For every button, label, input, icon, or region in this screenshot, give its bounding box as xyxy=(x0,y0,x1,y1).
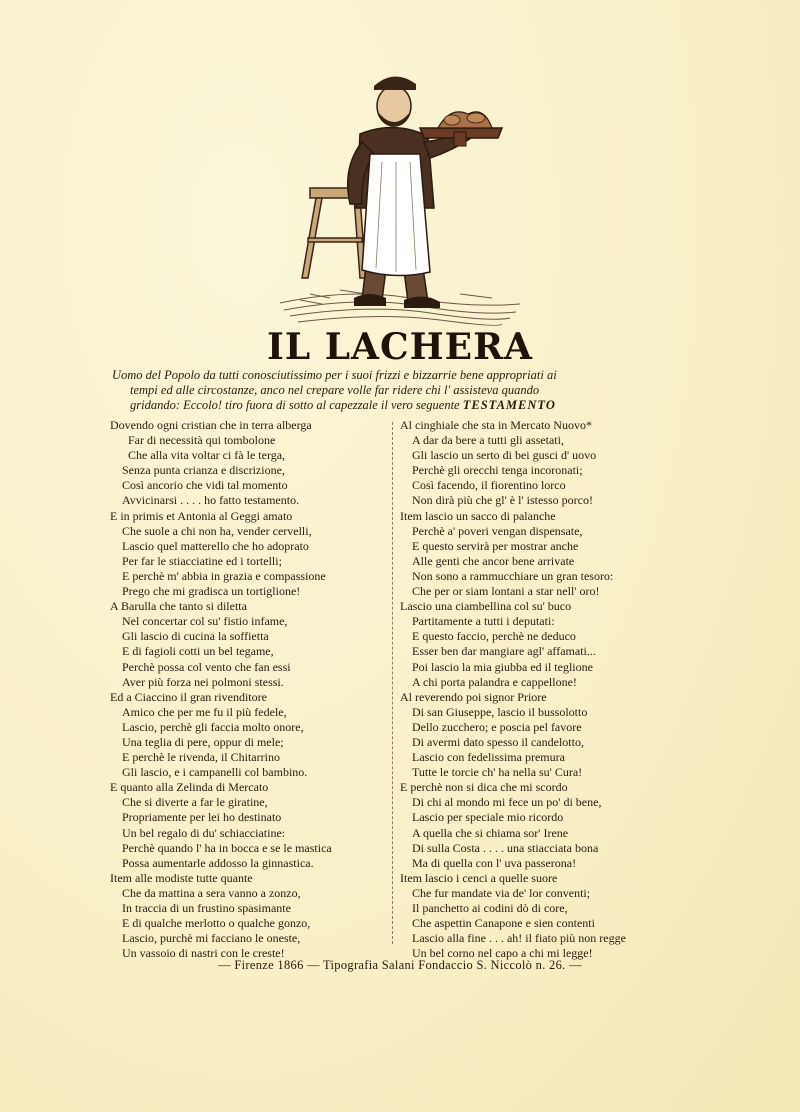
poem-line: Che per or siam lontani a star nell' oro! xyxy=(412,584,600,599)
poem-line: Prego che mi gradisca un tortiglione! xyxy=(122,584,301,599)
poem-line: Così facendo, il fiorentino lorco xyxy=(412,478,566,493)
poem-line: E quanto alla Zelinda di Mercato xyxy=(110,780,269,795)
poem-line: Lascio con fedelissima premura xyxy=(412,750,565,765)
poem-line: Amico che per me fu il più fedele, xyxy=(122,704,287,719)
poem-line: E di fagioli cotti un bel tegame, xyxy=(122,644,274,659)
poem-line: E questo faccio, perchè ne deduco xyxy=(412,629,576,644)
poem-line: Un vassoio di nastri con le creste! xyxy=(122,946,285,961)
poem-line: Gli lascio di cucina la soffietta xyxy=(122,629,269,644)
poem-line: Che si diverte a far le giratine, xyxy=(122,795,268,810)
intro-line xyxy=(112,398,682,413)
poem-left-column xyxy=(110,418,392,961)
poem-line: Poi lascio la mia giubba ed il teglione xyxy=(412,659,593,674)
poem-line: Lascio quel matterello che ho adoprato xyxy=(122,538,309,553)
poem-line: E perchè le rivenda, il Chitarrino xyxy=(122,750,280,765)
poem-line: A chi porta palandra e cappellone! xyxy=(412,674,577,689)
poem-line: A quella che si chiama sor' Irene xyxy=(412,825,569,840)
poem-line: Tutte le torcie ch' ha nella su' Cura! xyxy=(412,765,583,780)
poem-line: Lascio, perchè gli faccia molto onore, xyxy=(122,719,304,734)
poem-line: Ed a Ciaccino il gran rivenditore xyxy=(110,689,267,704)
intro-paragraph xyxy=(112,368,682,413)
poem-line: Così ancorio che vidi tal momento xyxy=(122,478,288,493)
poem-line: Non dirà più che gl' è l' istesso porco! xyxy=(412,493,593,508)
page-title: IL LACHERA xyxy=(267,326,533,368)
intro-line: tempi ed alle circostanze, anco nel crepare volle far ridere chi l' assisteva quando xyxy=(130,383,540,397)
poem-line: Gli lascio, e i campanelli col bambino. xyxy=(122,765,308,780)
poem-line: Partitamente a tutti i deputati: xyxy=(412,614,555,629)
poem-line: Perchè gli orecchi tenga incoronati; xyxy=(412,463,583,478)
poem-line: Esser ben dar mangiare agl' affamati... xyxy=(412,644,596,659)
poem-line: Avvicinarsi . . . . ho fatto testamento. xyxy=(122,493,300,508)
poem-line: Perchè a' poveri vengan dispensate, xyxy=(412,523,583,538)
poem-line: Al reverendo poi signor Priore xyxy=(400,689,547,704)
poem-line: Item alle modiste tutte quante xyxy=(110,870,253,885)
poem-line: Una teglia di pere, oppur di mele; xyxy=(122,734,284,749)
poem-line: In traccia di un frustino spasimante xyxy=(122,901,291,915)
printer-footer: — Firenze 1866 — Tipografia Salani Fondaccio S. Niccolò n. 26. — xyxy=(218,958,582,972)
poem-line: Perchè possa col vento che fan essi xyxy=(122,659,291,674)
intro-line: Uomo del Popolo da tutti conosciutissimo per i suoi frizzi e bizzarrie bene appropriati ai xyxy=(112,368,557,382)
poem-line: Perchè quando l' ha in bocca e se le mastica xyxy=(122,840,332,855)
poem-line: Lascio per speciale mio ricordo xyxy=(412,810,564,825)
poem-line: Per far le stiacciatine ed i tortelli; xyxy=(122,553,282,568)
poem-line: Dello zucchero; e poscia pel favore xyxy=(412,719,582,734)
poem-line: Item lascio un sacco di palanche xyxy=(400,508,556,523)
poem-line: Che aspettin Canapone e sien contenti xyxy=(412,916,595,931)
poem-line: Far di necessità qui tombolone xyxy=(128,433,276,448)
poem-line: E questo servirà per mostrar anche xyxy=(412,538,579,553)
poem-line: Item lascio i cenci a quelle suore xyxy=(400,870,558,885)
poem-line: E in primis et Antonia al Geggi amato xyxy=(110,508,293,523)
poem-line: Dovendo ogni cristian che in terra alberga xyxy=(110,418,312,432)
poem-line: Un bel regalo di du' schiacciatine: xyxy=(122,825,286,840)
poem-line: Possa aumentarle addosso la ginnastica. xyxy=(122,855,314,870)
poem-line: Ma di quella con l' uva passerona! xyxy=(412,855,577,870)
poem-line: A dar da bere a tutti gli assetati, xyxy=(412,433,564,448)
poem-line: Di chi al mondo mi fece un po' di bene, xyxy=(412,795,602,810)
poem-line: Nel concertar col su' fistio infame, xyxy=(122,614,288,629)
poem-line: A Barulla che tanto si diletta xyxy=(110,599,247,614)
poem-line: Lascio una ciambellina col su' buco xyxy=(400,599,572,614)
poem-line: Un bel corno nel capo a chi mi legge! xyxy=(412,946,593,961)
intro-text: tiro fuora di sotto al capezzale il vero seguente xyxy=(225,398,460,412)
poem-line: Di avermi dato spesso il candelotto, xyxy=(412,734,584,749)
poem-line: Che da mattina a sera vanno a zonzo, xyxy=(122,885,301,900)
poem-line: Che suole a chi non ha, vender cervelli, xyxy=(122,523,312,538)
poem-line: E perchè m' abbia in grazia e compassione xyxy=(122,568,326,583)
poem-line: Non sono a rammucchiare un gran tesoro: xyxy=(412,568,614,583)
poem-line: Di san Giuseppe, lascio il bussolotto xyxy=(412,704,588,719)
woodcut-vendor-illustration xyxy=(270,58,530,328)
poem-line: Che fur mandate via de' lor conventi; xyxy=(412,885,591,900)
poem-line: Aver più forza nei polmoni stessi. xyxy=(122,674,284,689)
poem-line: E di qualche merlotto o qualche gonzo, xyxy=(122,916,311,931)
column-divider xyxy=(392,422,394,944)
poem-line: Al cinghiale che sta in Mercato Nuovo* xyxy=(400,418,592,432)
poem-line: Di sulla Costa . . . . una stiacciata bona xyxy=(412,840,599,855)
poem-line: E perchè non si dica che mi scordo xyxy=(400,780,568,795)
testamento-word: TESTAMENTO xyxy=(462,398,556,412)
poem-line: Propriamente per lei ho destinato xyxy=(122,810,282,825)
poem-line: Che alla vita voltar ci fà le terga, xyxy=(128,448,286,463)
poem-line: Lascio alla fine . . . ah! il fiato più non regge xyxy=(412,931,626,946)
poem-line: Lascio, purchè mi facciano le oneste, xyxy=(122,931,301,946)
poem-right-column xyxy=(400,418,690,961)
intro-exclamation: gridando: Eccolo! xyxy=(130,398,222,412)
poem-line: Il panchetto ai codini dò di core, xyxy=(412,901,568,915)
poem-line: Senza punta crianza e discrizione, xyxy=(122,463,285,478)
poem-line: Alle genti che ancor bene arrivate xyxy=(412,553,575,568)
poem-line: Gli lascio un serto di bei gusci d' uovo xyxy=(412,448,597,463)
